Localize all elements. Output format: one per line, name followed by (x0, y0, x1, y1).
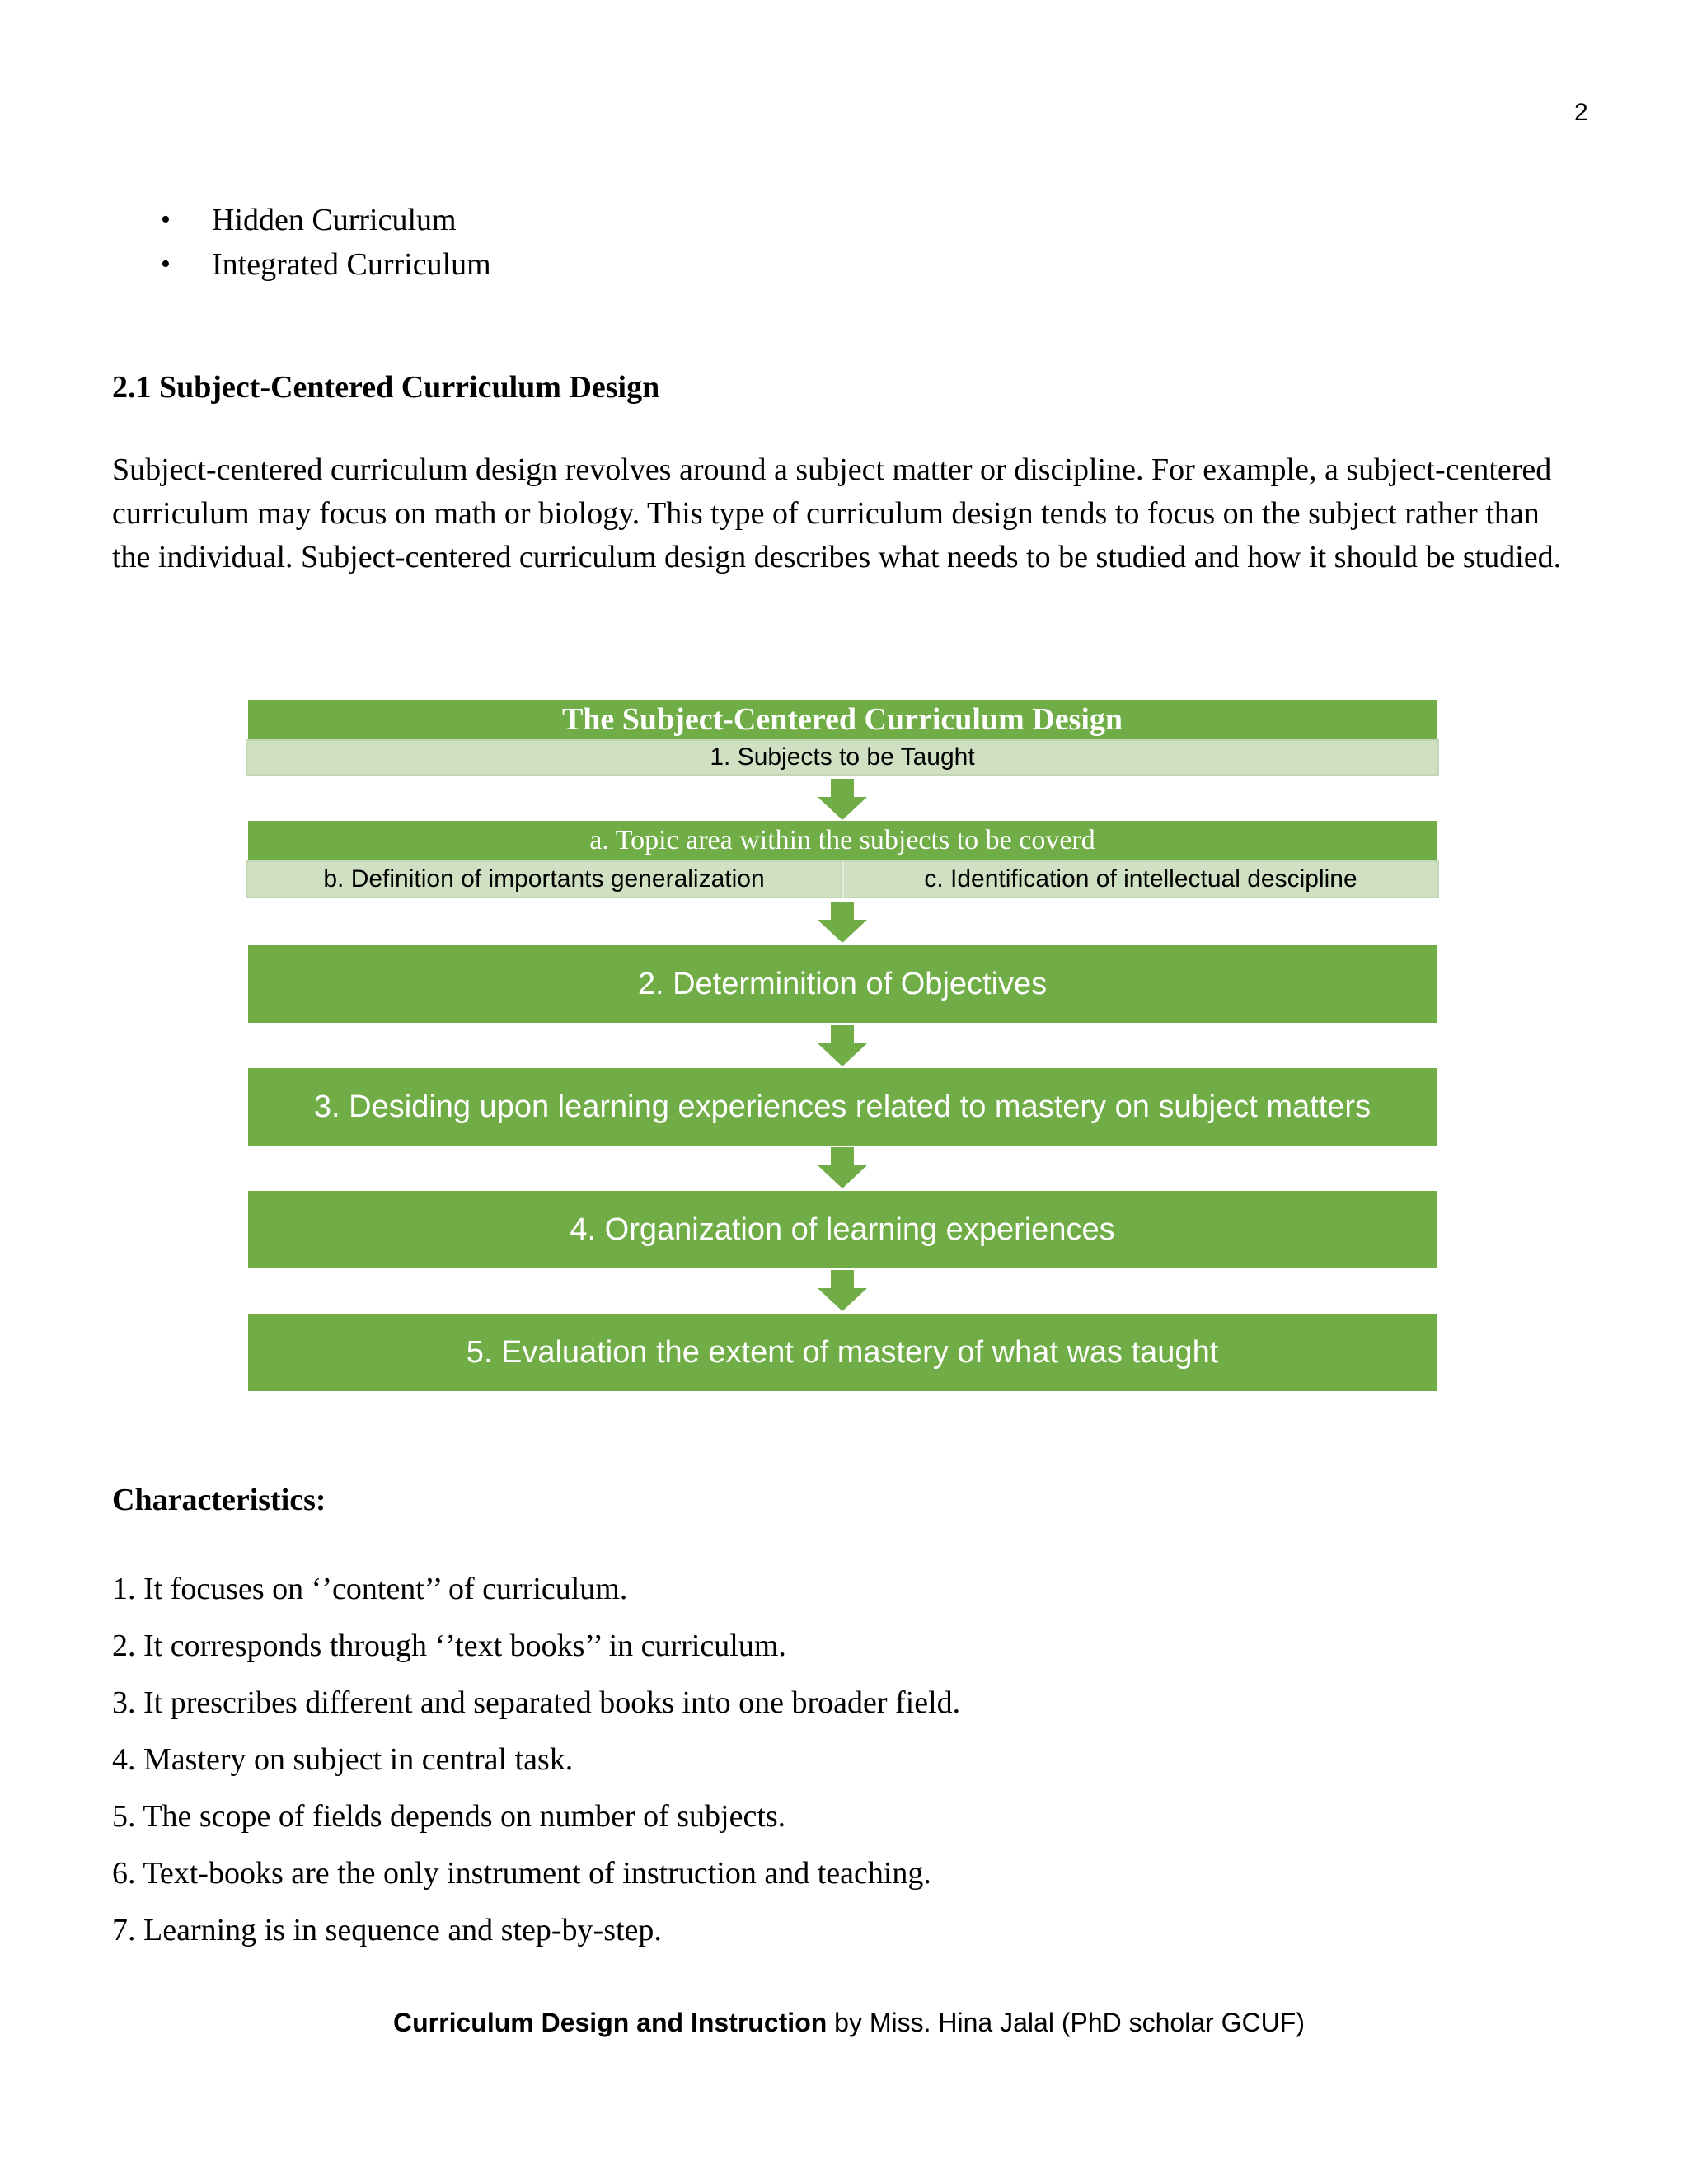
identification-box: c. Identification of intellectual descipline (842, 860, 1439, 898)
down-arrow-icon (818, 779, 867, 820)
step-learning-experiences: 3. Desiding upon learning experiences related to mastery on subject matters (248, 1068, 1437, 1146)
list-item: 2. It corresponds through ‘’text books’’ in curriculum. (112, 1629, 786, 1663)
list-item: 7. Learning is in sequence and step-by-step. (112, 1913, 662, 1947)
diagram-title: The Subject-Centered Curriculum Design (248, 700, 1437, 739)
list-item: 6. Text-books are the only instrument of instruction and teaching. (112, 1856, 931, 1891)
step-organization: 4. Organization of learning experiences (248, 1191, 1437, 1268)
characteristics-list (112, 1561, 960, 1959)
footer-title: Curriculum Design and Instruction (393, 2008, 828, 2037)
sub-items-row (246, 860, 1439, 898)
footer-byline: by Miss. Hina Jalal (PhD scholar GCUF) (827, 2008, 1305, 2037)
step-evaluation: 5. Evaluation the extent of mastery of what was taught (248, 1314, 1437, 1391)
list-item: 3. It prescribes different and separated books into one broader field. (112, 1685, 961, 1720)
characteristics-heading: Characteristics: (112, 1483, 326, 1517)
list-item: 4. Mastery on subject in central task. (112, 1742, 574, 1777)
step-objectives: 2. Determinition of Objectives (248, 945, 1437, 1023)
topic-area-box: a. Topic area within the subjects to be coverd (248, 821, 1437, 860)
bullet-list (161, 198, 491, 287)
section-heading: 2.1 Subject-Centered Curriculum Design (112, 370, 660, 405)
intro-paragraph: Subject-centered curriculum design revolves around a subject matter or discipline. For example, a subject-centered curriculum may focus on math or biology. This type of curriculum design tends to focus on the subject rather than the individual. Subject-centered curriculum design describes what needs to be studied and how it should be studied. (112, 452, 1562, 574)
definition-box: b. Definition of importants generalization (246, 860, 842, 898)
down-arrow-icon (818, 902, 867, 943)
flow-diagram (246, 697, 1439, 1394)
subjects-box: 1. Subjects to be Taught (246, 739, 1439, 776)
list-item: 1. It focuses on ‘’content’’ of curriculum. (112, 1572, 628, 1606)
down-arrow-icon (818, 1270, 867, 1311)
down-arrow-icon (818, 1025, 867, 1066)
list-item: • Integrated Curriculum (161, 242, 491, 287)
footer (0, 2008, 1688, 2038)
list-item: 5. The scope of fields depends on number of subjects. (112, 1799, 786, 1834)
down-arrow-icon (818, 1147, 867, 1188)
list-item: • Hidden Curriculum (161, 198, 491, 242)
page-number: 2 (1574, 99, 1588, 126)
